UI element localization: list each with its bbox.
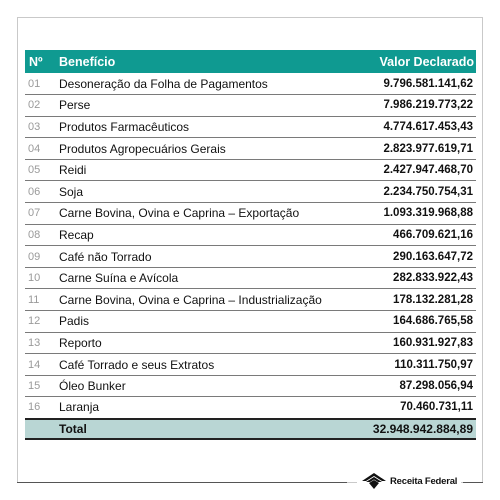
- table-row: [25, 181, 476, 203]
- row-benefit: Reporto: [55, 332, 355, 354]
- row-value: 178.132.281,28: [355, 289, 476, 311]
- row-benefit: Café Torrado e seus Extratos: [55, 354, 355, 376]
- row-number: 08: [25, 224, 55, 246]
- row-value: 4.774.617.453,43: [355, 116, 476, 138]
- row-benefit: Laranja: [55, 397, 355, 419]
- table-row: [25, 397, 476, 419]
- table-row: [25, 203, 476, 225]
- row-number: 04: [25, 138, 55, 160]
- table-row: [25, 354, 476, 376]
- row-number: 15: [25, 375, 55, 397]
- table-body: [25, 73, 476, 439]
- row-value: 110.311.750,97: [355, 354, 476, 376]
- row-benefit: Carne Bovina, Ovina e Caprina – Industrialização: [55, 289, 355, 311]
- footer: [17, 470, 483, 496]
- row-value: 7.986.219.773,22: [355, 95, 476, 117]
- table-row: [25, 311, 476, 333]
- row-value: 87.298.056,94: [355, 375, 476, 397]
- table-total-row: [25, 419, 476, 439]
- header-benefit: Benefício: [59, 54, 116, 69]
- row-number: 06: [25, 181, 55, 203]
- row-benefit: Recap: [55, 224, 355, 246]
- row-number: 11: [25, 289, 55, 311]
- total-value: 32.948.942.884,89: [355, 419, 476, 439]
- logo-text: Receita Federal: [390, 475, 458, 487]
- row-benefit: Produtos Farmacêuticos: [55, 116, 355, 138]
- row-number: 03: [25, 116, 55, 138]
- row-value: 160.931.927,83: [355, 332, 476, 354]
- footer-divider-left: [17, 482, 347, 483]
- table-row: [25, 138, 476, 160]
- table-row: [25, 116, 476, 138]
- row-value: 466.709.621,16: [355, 224, 476, 246]
- row-number: 16: [25, 397, 55, 419]
- row-benefit: Óleo Bunker: [55, 375, 355, 397]
- row-value: 2.234.750.754,31: [355, 181, 476, 203]
- row-number: 07: [25, 203, 55, 225]
- row-number: 01: [25, 73, 55, 95]
- row-value: 1.093.319.968,88: [355, 203, 476, 225]
- row-number: 05: [25, 159, 55, 181]
- benefits-table-container: [25, 50, 476, 440]
- row-value: 290.163.647,72: [355, 246, 476, 268]
- header-value: Valor Declarado: [379, 54, 474, 69]
- row-number: 13: [25, 332, 55, 354]
- row-benefit: Desoneração da Folha de Pagamentos: [55, 73, 355, 95]
- receita-federal-logo-icon: [361, 472, 387, 490]
- row-number: 02: [25, 95, 55, 117]
- row-benefit: Carne Bovina, Ovina e Caprina – Exportação: [55, 203, 355, 225]
- row-number: 12: [25, 311, 55, 333]
- table-row: [25, 73, 476, 95]
- row-number: 10: [25, 267, 55, 289]
- table-row: [25, 159, 476, 181]
- header-num: Nº: [29, 54, 43, 69]
- row-benefit: Carne Suína e Avícola: [55, 267, 355, 289]
- row-value: 282.833.922,43: [355, 267, 476, 289]
- table-row: [25, 267, 476, 289]
- row-value: 9.796.581.141,62: [355, 73, 476, 95]
- row-benefit: Soja: [55, 181, 355, 203]
- row-benefit: Padis: [55, 311, 355, 333]
- row-value: 2.427.947.468,70: [355, 159, 476, 181]
- table-header-row: [25, 50, 476, 73]
- row-benefit: Café não Torrado: [55, 246, 355, 268]
- table-row: [25, 95, 476, 117]
- total-spacer: [25, 419, 55, 439]
- total-label: Total: [55, 419, 355, 439]
- footer-divider-right: [463, 482, 483, 483]
- table-row: [25, 246, 476, 268]
- row-benefit: Reidi: [55, 159, 355, 181]
- row-benefit: Produtos Agropecuários Gerais: [55, 138, 355, 160]
- row-value: 164.686.765,58: [355, 311, 476, 333]
- row-number: 14: [25, 354, 55, 376]
- receita-federal-logo: [357, 472, 461, 490]
- row-value: 2.823.977.619,71: [355, 138, 476, 160]
- row-number: 09: [25, 246, 55, 268]
- table-row: [25, 332, 476, 354]
- row-value: 70.460.731,11: [355, 397, 476, 419]
- table-row: [25, 224, 476, 246]
- table-row: [25, 289, 476, 311]
- table-row: [25, 375, 476, 397]
- benefits-table: [25, 50, 476, 440]
- row-benefit: Perse: [55, 95, 355, 117]
